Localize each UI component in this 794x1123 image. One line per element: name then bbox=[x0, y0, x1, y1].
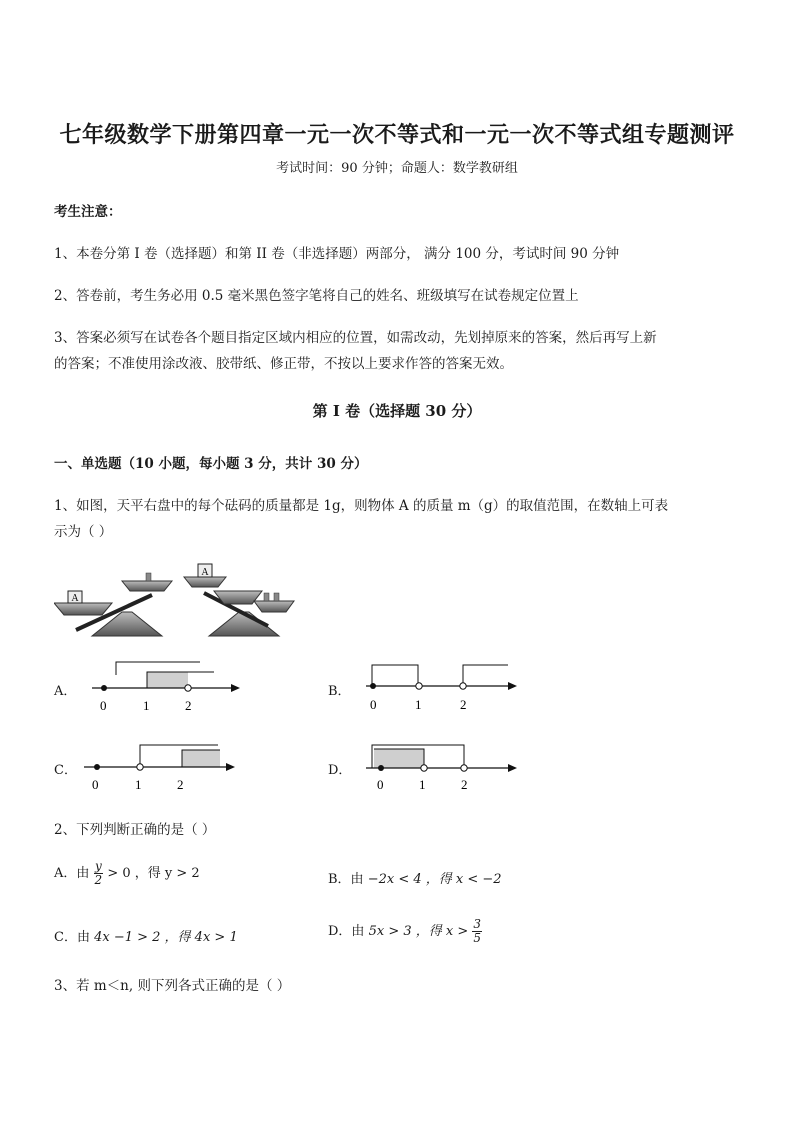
tick-0: 0 bbox=[100, 698, 107, 713]
tick-0: 0 bbox=[370, 697, 377, 712]
q2-option-d[interactable] bbox=[328, 918, 482, 945]
hollow-point-2 bbox=[461, 765, 467, 771]
tick-1: 1 bbox=[419, 777, 426, 792]
axis-arrow bbox=[226, 763, 235, 771]
tick-1: 1 bbox=[415, 697, 422, 712]
solid-point bbox=[94, 764, 100, 770]
solid-point bbox=[378, 765, 384, 771]
section-subtitle: 一、单选题（10 小题，每小题 3 分，共计 30 分） bbox=[54, 456, 368, 472]
fraction-numerator: 3 bbox=[473, 917, 482, 931]
notice-item-2: 2、答卷前，考生务必用 0.5 毫米黑色签字笔将自己的姓名、班级填写在试卷规定位置上 bbox=[54, 288, 579, 304]
q2-option-b-rest: −2x < 4 ，得 x < −2 bbox=[367, 872, 502, 887]
tick-2: 2 bbox=[460, 697, 467, 712]
q3-stem: 3、若 m＜n, 则下列各式正确的是（ ） bbox=[54, 978, 291, 994]
tick-1: 1 bbox=[135, 777, 142, 792]
q2-stem: 2、下列判断正确的是（ ） bbox=[54, 822, 216, 838]
tick-0: 0 bbox=[377, 777, 384, 792]
bracket-right bbox=[463, 665, 508, 686]
q1-option-d-numberline bbox=[362, 740, 522, 796]
object-a-label-right: A bbox=[201, 567, 209, 578]
tick-0: 0 bbox=[92, 777, 99, 792]
q2-option-a[interactable] bbox=[54, 860, 200, 887]
fraction-3-over-5 bbox=[472, 918, 482, 945]
notice-item-1: 1、本卷分第 I 卷（选择题）和第 II 卷（非选择题）两部分， 满分 100 分，考试时间 90 分钟 bbox=[54, 246, 620, 262]
notice-item-3-line2: 的答案；不准使用涂改液、胶带纸、修正带，不按以上要求作答的答案无效。 bbox=[54, 356, 513, 372]
axis-arrow bbox=[508, 682, 517, 690]
shaded-region bbox=[147, 672, 188, 688]
q2-option-c-rest: 4x −1 > 2 ，得 4x > 1 bbox=[94, 930, 238, 945]
q1-option-b-numberline bbox=[362, 660, 522, 716]
solid-point bbox=[370, 683, 376, 689]
hollow-point bbox=[137, 764, 143, 770]
axis-arrow bbox=[508, 764, 517, 772]
notice-item-3-line1: 3、答案必须写在试卷各个题目指定区域内相应的位置，如需改动，先划掉原来的答案，然后再写上新 bbox=[54, 330, 657, 346]
q2-option-c[interactable] bbox=[54, 926, 238, 945]
hollow-point-1 bbox=[421, 765, 427, 771]
q1-option-a-label[interactable]: A． bbox=[54, 684, 77, 699]
q1-option-c-label[interactable]: C． bbox=[54, 763, 77, 778]
q2-option-d-label: D．由 bbox=[328, 924, 365, 939]
axis-arrow bbox=[231, 684, 240, 692]
section-title: 第 I 卷（选择题 30 分） bbox=[312, 402, 482, 420]
q2-option-a-rest: > 0 ，得 y > 2 bbox=[107, 866, 200, 881]
exam-subtitle: 考试时间：90 分钟；命题人：数学教研组 bbox=[276, 161, 518, 176]
fraction-denominator: 5 bbox=[473, 931, 482, 945]
bracket-left bbox=[372, 665, 418, 686]
fraction-denominator: 2 bbox=[94, 873, 103, 887]
q1-option-a-numberline bbox=[88, 660, 248, 716]
hollow-point bbox=[185, 685, 191, 691]
notice-heading: 考生注意： bbox=[54, 204, 122, 220]
tick-2: 2 bbox=[461, 777, 468, 792]
tick-2: 2 bbox=[177, 777, 184, 792]
hollow-point-2 bbox=[460, 683, 466, 689]
q2-option-b-label: B．由 bbox=[328, 872, 364, 887]
solid-point bbox=[101, 685, 107, 691]
balance-scales-figure bbox=[54, 560, 299, 638]
q1-stem-line2: 示为（ ） bbox=[54, 524, 113, 540]
q2-option-b[interactable] bbox=[328, 868, 502, 887]
exam-title: 七年级数学下册第四章一元一次不等式和一元一次不等式组专题测评 bbox=[59, 122, 735, 148]
q2-option-a-label: A．由 bbox=[54, 866, 90, 881]
balance-scale-left bbox=[54, 573, 172, 636]
object-a-label-left: A bbox=[71, 593, 79, 604]
q1-option-c-numberline bbox=[80, 740, 240, 796]
q2-option-d-mid: 5x > 3 ，得 x > bbox=[368, 924, 469, 939]
hollow-point-1 bbox=[416, 683, 422, 689]
fraction-y-over-2 bbox=[94, 860, 104, 887]
tick-2: 2 bbox=[185, 698, 192, 713]
q2-option-c-label: C．由 bbox=[54, 930, 90, 945]
q1-option-d-label[interactable]: D． bbox=[328, 763, 352, 778]
balance-scale-right bbox=[184, 564, 294, 636]
tick-1: 1 bbox=[143, 698, 150, 713]
q1-stem-line1: 1、如图，天平右盘中的每个砝码的质量都是 1g，则物体 A 的质量 m（g）的取值范围，在数轴上可表 bbox=[54, 498, 669, 514]
shaded-region bbox=[182, 750, 220, 767]
fraction-numerator: y bbox=[94, 859, 102, 873]
q1-option-b-label[interactable]: B． bbox=[328, 684, 351, 699]
